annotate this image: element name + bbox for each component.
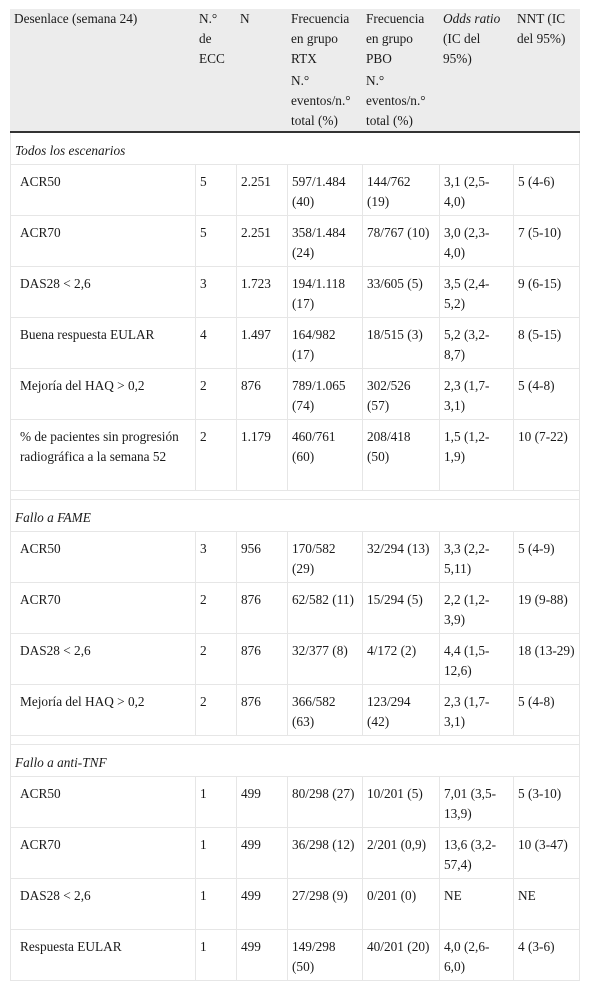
row-label: Buena respuesta EULAR (10, 318, 195, 369)
row-n: 876 (236, 583, 287, 634)
section-header-row (10, 745, 580, 777)
table-row (10, 318, 580, 369)
header-row (10, 9, 580, 133)
spacer-cell (10, 491, 580, 500)
row-label: ACR70 (10, 828, 195, 879)
row-n: 1.497 (236, 318, 287, 369)
row-n: 876 (236, 634, 287, 685)
row-label: Respuesta EULAR (10, 930, 195, 981)
header-or-rest: (IC del 95%) (443, 31, 481, 66)
row-nnt: 5 (4-8) (513, 369, 580, 420)
header-or-italic: Odds ratio (443, 11, 501, 26)
row-label: ACR50 (10, 777, 195, 828)
row-odds-ratio: 3,0 (2,3-4,0) (439, 216, 513, 267)
row-odds-ratio: 1,5 (1,2-1,9) (439, 420, 513, 491)
row-rtx: 789/1.065 (74) (287, 369, 362, 420)
row-n: 2.251 (236, 216, 287, 267)
section-title: Fallo a anti-TNF (10, 745, 580, 777)
row-rtx: 460/761 (60) (287, 420, 362, 491)
row-nnt: 5 (4-9) (513, 532, 580, 583)
row-n: 876 (236, 685, 287, 736)
header-desenlace: Desenlace (semana 24) (10, 9, 195, 133)
row-label: ACR50 (10, 165, 195, 216)
row-pbo: 32/294 (13) (362, 532, 439, 583)
row-n-ecc: 3 (195, 532, 236, 583)
row-pbo: 208/418 (50) (362, 420, 439, 491)
row-label: ACR50 (10, 532, 195, 583)
row-pbo: 302/526 (57) (362, 369, 439, 420)
header-n-ecc: N.° de ECC (195, 9, 236, 133)
table-body (10, 133, 580, 981)
header-pbo (362, 9, 439, 133)
row-label: ACR70 (10, 216, 195, 267)
row-rtx: 366/582 (63) (287, 685, 362, 736)
table-row (10, 369, 580, 420)
row-label: DAS28 < 2,6 (10, 634, 195, 685)
section-spacer (10, 491, 580, 500)
table-row (10, 216, 580, 267)
row-n: 499 (236, 930, 287, 981)
table-row (10, 583, 580, 634)
row-odds-ratio: 2,3 (1,7-3,1) (439, 369, 513, 420)
row-pbo: 40/201 (20) (362, 930, 439, 981)
table-row (10, 879, 580, 930)
row-odds-ratio: 3,1 (2,5-4,0) (439, 165, 513, 216)
table-row (10, 267, 580, 318)
header-rtx-subtitle: N.° eventos/n.° total (%) (291, 73, 351, 128)
row-n-ecc: 2 (195, 634, 236, 685)
row-n-ecc: 5 (195, 165, 236, 216)
row-pbo: 0/201 (0) (362, 879, 439, 930)
row-n-ecc: 3 (195, 267, 236, 318)
row-rtx: 149/298 (50) (287, 930, 362, 981)
row-n-ecc: 2 (195, 583, 236, 634)
row-pbo: 33/605 (5) (362, 267, 439, 318)
spacer-cell (10, 736, 580, 745)
section-spacer (10, 736, 580, 745)
header-rtx (287, 9, 362, 133)
table-row (10, 828, 580, 879)
row-pbo: 123/294 (42) (362, 685, 439, 736)
table-row (10, 420, 580, 491)
row-n: 876 (236, 369, 287, 420)
row-n: 499 (236, 828, 287, 879)
row-nnt: 18 (13-29) (513, 634, 580, 685)
row-label: Mejoría del HAQ > 0,2 (10, 369, 195, 420)
row-nnt: 4 (3-6) (513, 930, 580, 981)
row-pbo: 18/515 (3) (362, 318, 439, 369)
row-n: 956 (236, 532, 287, 583)
row-nnt: NE (513, 879, 580, 930)
header-pbo-subtitle: N.° eventos/n.° total (%) (366, 73, 426, 128)
row-nnt: 8 (5-15) (513, 318, 580, 369)
row-n: 1.723 (236, 267, 287, 318)
row-odds-ratio: 7,01 (3,5-13,9) (439, 777, 513, 828)
row-pbo: 2/201 (0,9) (362, 828, 439, 879)
row-pbo: 15/294 (5) (362, 583, 439, 634)
row-odds-ratio: 4,4 (1,5-12,6) (439, 634, 513, 685)
section-header-row (10, 500, 580, 532)
row-n-ecc: 2 (195, 420, 236, 491)
row-n-ecc: 1 (195, 879, 236, 930)
row-odds-ratio: 4,0 (2,6-6,0) (439, 930, 513, 981)
row-nnt: 19 (9-88) (513, 583, 580, 634)
table-row (10, 532, 580, 583)
section-title: Todos los escenarios (10, 133, 580, 165)
section-title: Fallo a FAME (10, 500, 580, 532)
row-nnt: 5 (4-8) (513, 685, 580, 736)
row-n: 1.179 (236, 420, 287, 491)
row-n: 499 (236, 879, 287, 930)
table-row (10, 930, 580, 981)
row-pbo: 78/767 (10) (362, 216, 439, 267)
row-odds-ratio: 2,3 (1,7-3,1) (439, 685, 513, 736)
row-n: 499 (236, 777, 287, 828)
row-nnt: 7 (5-10) (513, 216, 580, 267)
row-nnt: 10 (3-47) (513, 828, 580, 879)
row-pbo: 10/201 (5) (362, 777, 439, 828)
header-odds-ratio (439, 9, 513, 133)
row-odds-ratio: 5,2 (3,2-8,7) (439, 318, 513, 369)
results-table (10, 9, 580, 981)
row-rtx: 194/1.118 (17) (287, 267, 362, 318)
row-n-ecc: 1 (195, 828, 236, 879)
header-pbo-title: Frecuencia en grupo PBO (366, 11, 425, 66)
row-odds-ratio: 13,6 (3,2-57,4) (439, 828, 513, 879)
row-n: 2.251 (236, 165, 287, 216)
row-label: DAS28 < 2,6 (10, 879, 195, 930)
header-nnt: NNT (IC del 95%) (513, 9, 580, 133)
row-n-ecc: 4 (195, 318, 236, 369)
row-rtx: 358/1.484 (24) (287, 216, 362, 267)
table-row (10, 777, 580, 828)
row-n-ecc: 1 (195, 930, 236, 981)
row-rtx: 62/582 (11) (287, 583, 362, 634)
section-header-row (10, 133, 580, 165)
row-odds-ratio: NE (439, 879, 513, 930)
row-n-ecc: 2 (195, 369, 236, 420)
row-rtx: 80/298 (27) (287, 777, 362, 828)
row-label: DAS28 < 2,6 (10, 267, 195, 318)
row-rtx: 32/377 (8) (287, 634, 362, 685)
header-n: N (236, 9, 287, 133)
row-n-ecc: 1 (195, 777, 236, 828)
row-nnt: 5 (4-6) (513, 165, 580, 216)
row-odds-ratio: 3,3 (2,2-5,11) (439, 532, 513, 583)
row-rtx: 170/582 (29) (287, 532, 362, 583)
row-rtx: 164/982 (17) (287, 318, 362, 369)
table-row (10, 685, 580, 736)
row-odds-ratio: 3,5 (2,4-5,2) (439, 267, 513, 318)
row-rtx: 36/298 (12) (287, 828, 362, 879)
row-pbo: 4/172 (2) (362, 634, 439, 685)
row-label: % de pacientes sin progresión radiográfica a la semana 52 (10, 420, 195, 491)
row-nnt: 5 (3-10) (513, 777, 580, 828)
row-nnt: 10 (7-22) (513, 420, 580, 491)
row-rtx: 597/1.484 (40) (287, 165, 362, 216)
row-label: Mejoría del HAQ > 0,2 (10, 685, 195, 736)
row-label: ACR70 (10, 583, 195, 634)
row-rtx: 27/298 (9) (287, 879, 362, 930)
row-pbo: 144/762 (19) (362, 165, 439, 216)
table-row (10, 634, 580, 685)
row-n-ecc: 2 (195, 685, 236, 736)
table-row (10, 165, 580, 216)
row-nnt: 9 (6-15) (513, 267, 580, 318)
row-n-ecc: 5 (195, 216, 236, 267)
row-odds-ratio: 2,2 (1,2-3,9) (439, 583, 513, 634)
header-rtx-title: Frecuencia en grupo RTX (291, 11, 350, 66)
